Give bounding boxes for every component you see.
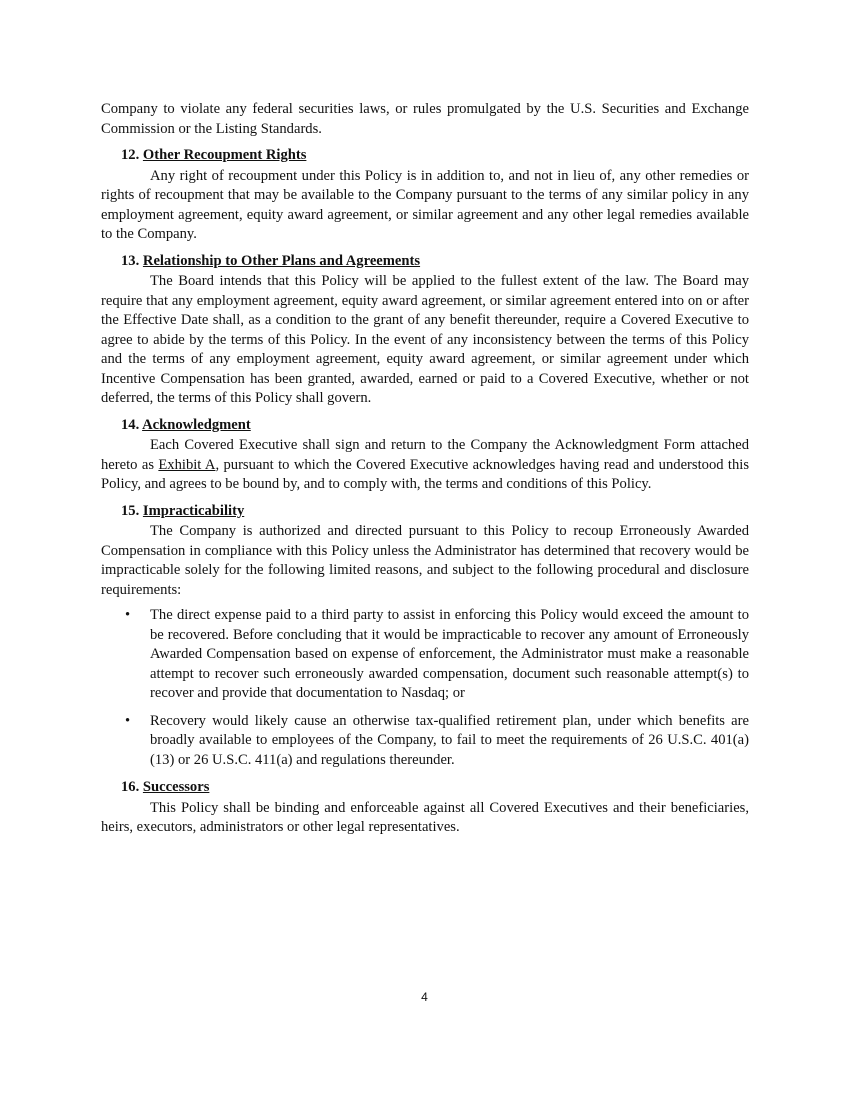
section-16-number: 16. xyxy=(121,779,140,795)
section-13-number: 13. xyxy=(121,252,140,269)
bullet-icon: • xyxy=(125,607,131,623)
exhibit-a-link[interactable]: Exhibit A xyxy=(158,456,216,473)
section-15-title: Impracticability xyxy=(142,502,245,519)
section-14-body-before: Each Covered Executive shall sign and return to the Company the Acknowledgment Form attached hereto as xyxy=(101,437,749,473)
section-16-heading xyxy=(101,778,749,798)
list-item xyxy=(101,606,749,704)
section-12-heading xyxy=(101,146,749,166)
list-item-text: The direct expense paid to a third party to assist in enforcing this Policy would exceed the amount to be recovered. Before concluding that it would be impracticable to recover any amount of Erroneously Awarded Compensation based on expense of enforcement, the Administrator must make a reasonable attempt to recover such erroneously awarded compensation, document such reasonable attempt(s) to recover and provide that documentation to Nasdaq; or xyxy=(150,607,749,701)
section-13-title: Relationship to Other Plans and Agreements xyxy=(142,252,421,269)
section-16-title: Successors xyxy=(142,779,210,795)
section-14-heading xyxy=(101,416,749,436)
list-item xyxy=(101,712,749,771)
section-15-number: 15. xyxy=(121,502,140,519)
section-14-body xyxy=(101,436,749,495)
section-15-body: The Company is authorized and directed pursuant to this Policy to recoup Erroneously Awarded Compensation in compliance with this Policy unless the Administrator has determined that recovery would be impracticable solely for the following limited reasons, and subject to the following procedural and disclosure requirements: xyxy=(101,523,749,598)
bullet-icon: • xyxy=(125,712,131,729)
section-13-heading xyxy=(101,252,749,272)
section-14-body-after: , pursuant to which the Covered Executive acknowledges having read and understood this Policy, and agrees to be bound by, and to comply with, the terms and conditions of this Policy. xyxy=(101,456,749,492)
section-15-bullet-list xyxy=(101,606,749,770)
section-14-number: 14. xyxy=(121,416,140,433)
page-number: 4 xyxy=(421,990,428,1004)
section-14-title: Acknowledgment xyxy=(142,416,251,433)
document-page xyxy=(101,100,749,838)
section-12-title: Other Recoupment Rights xyxy=(142,147,307,163)
section-12-number: 12. xyxy=(121,147,140,163)
section-16-body: This Policy shall be binding and enforceable against all Covered Executives and their beneficiaries, heirs, executors, administrators or other legal representatives. xyxy=(101,799,749,835)
section-12-body: Any right of recoupment under this Policy is in addition to, and not in lieu of, any other remedies or rights of recoupment that may be available to the Company pursuant to the terms of any similar policy in any employment agreement, equity award agreement, or similar agreement and any other legal remedies available to the Company. xyxy=(101,167,749,242)
section-13-body: The Board intends that this Policy will be applied to the fullest extent of the law. The Board may require that any employment agreement, equity award agreement, or similar agreement entered into on or after the Effective Date shall, as a condition to the grant of any benefit thereunder, require a Covered Executive to agree to abide by the terms of this Policy. In the event of any inconsistency between the terms of this Policy and the terms of any employment agreement, equity award agreement, or similar agreement under which Incentive Compensation has been granted, awarded, earned or paid to a Covered Executive, whether or not deferred, the terms of this Policy shall govern. xyxy=(101,273,749,406)
section-15-heading xyxy=(101,502,749,522)
intro-paragraph: Company to violate any federal securities laws, or rules promulgated by the U.S. Securities and Exchange Commission or the Listing Standards. xyxy=(101,101,749,137)
list-item-text: Recovery would likely cause an otherwise tax-qualified retirement plan, under which benefits are broadly available to employees of the Company, to fail to meet the requirements of 26 U.S.C. 401(a)(13) or 26 U.S.C. 411(a) and regulations thereunder. xyxy=(150,712,749,768)
